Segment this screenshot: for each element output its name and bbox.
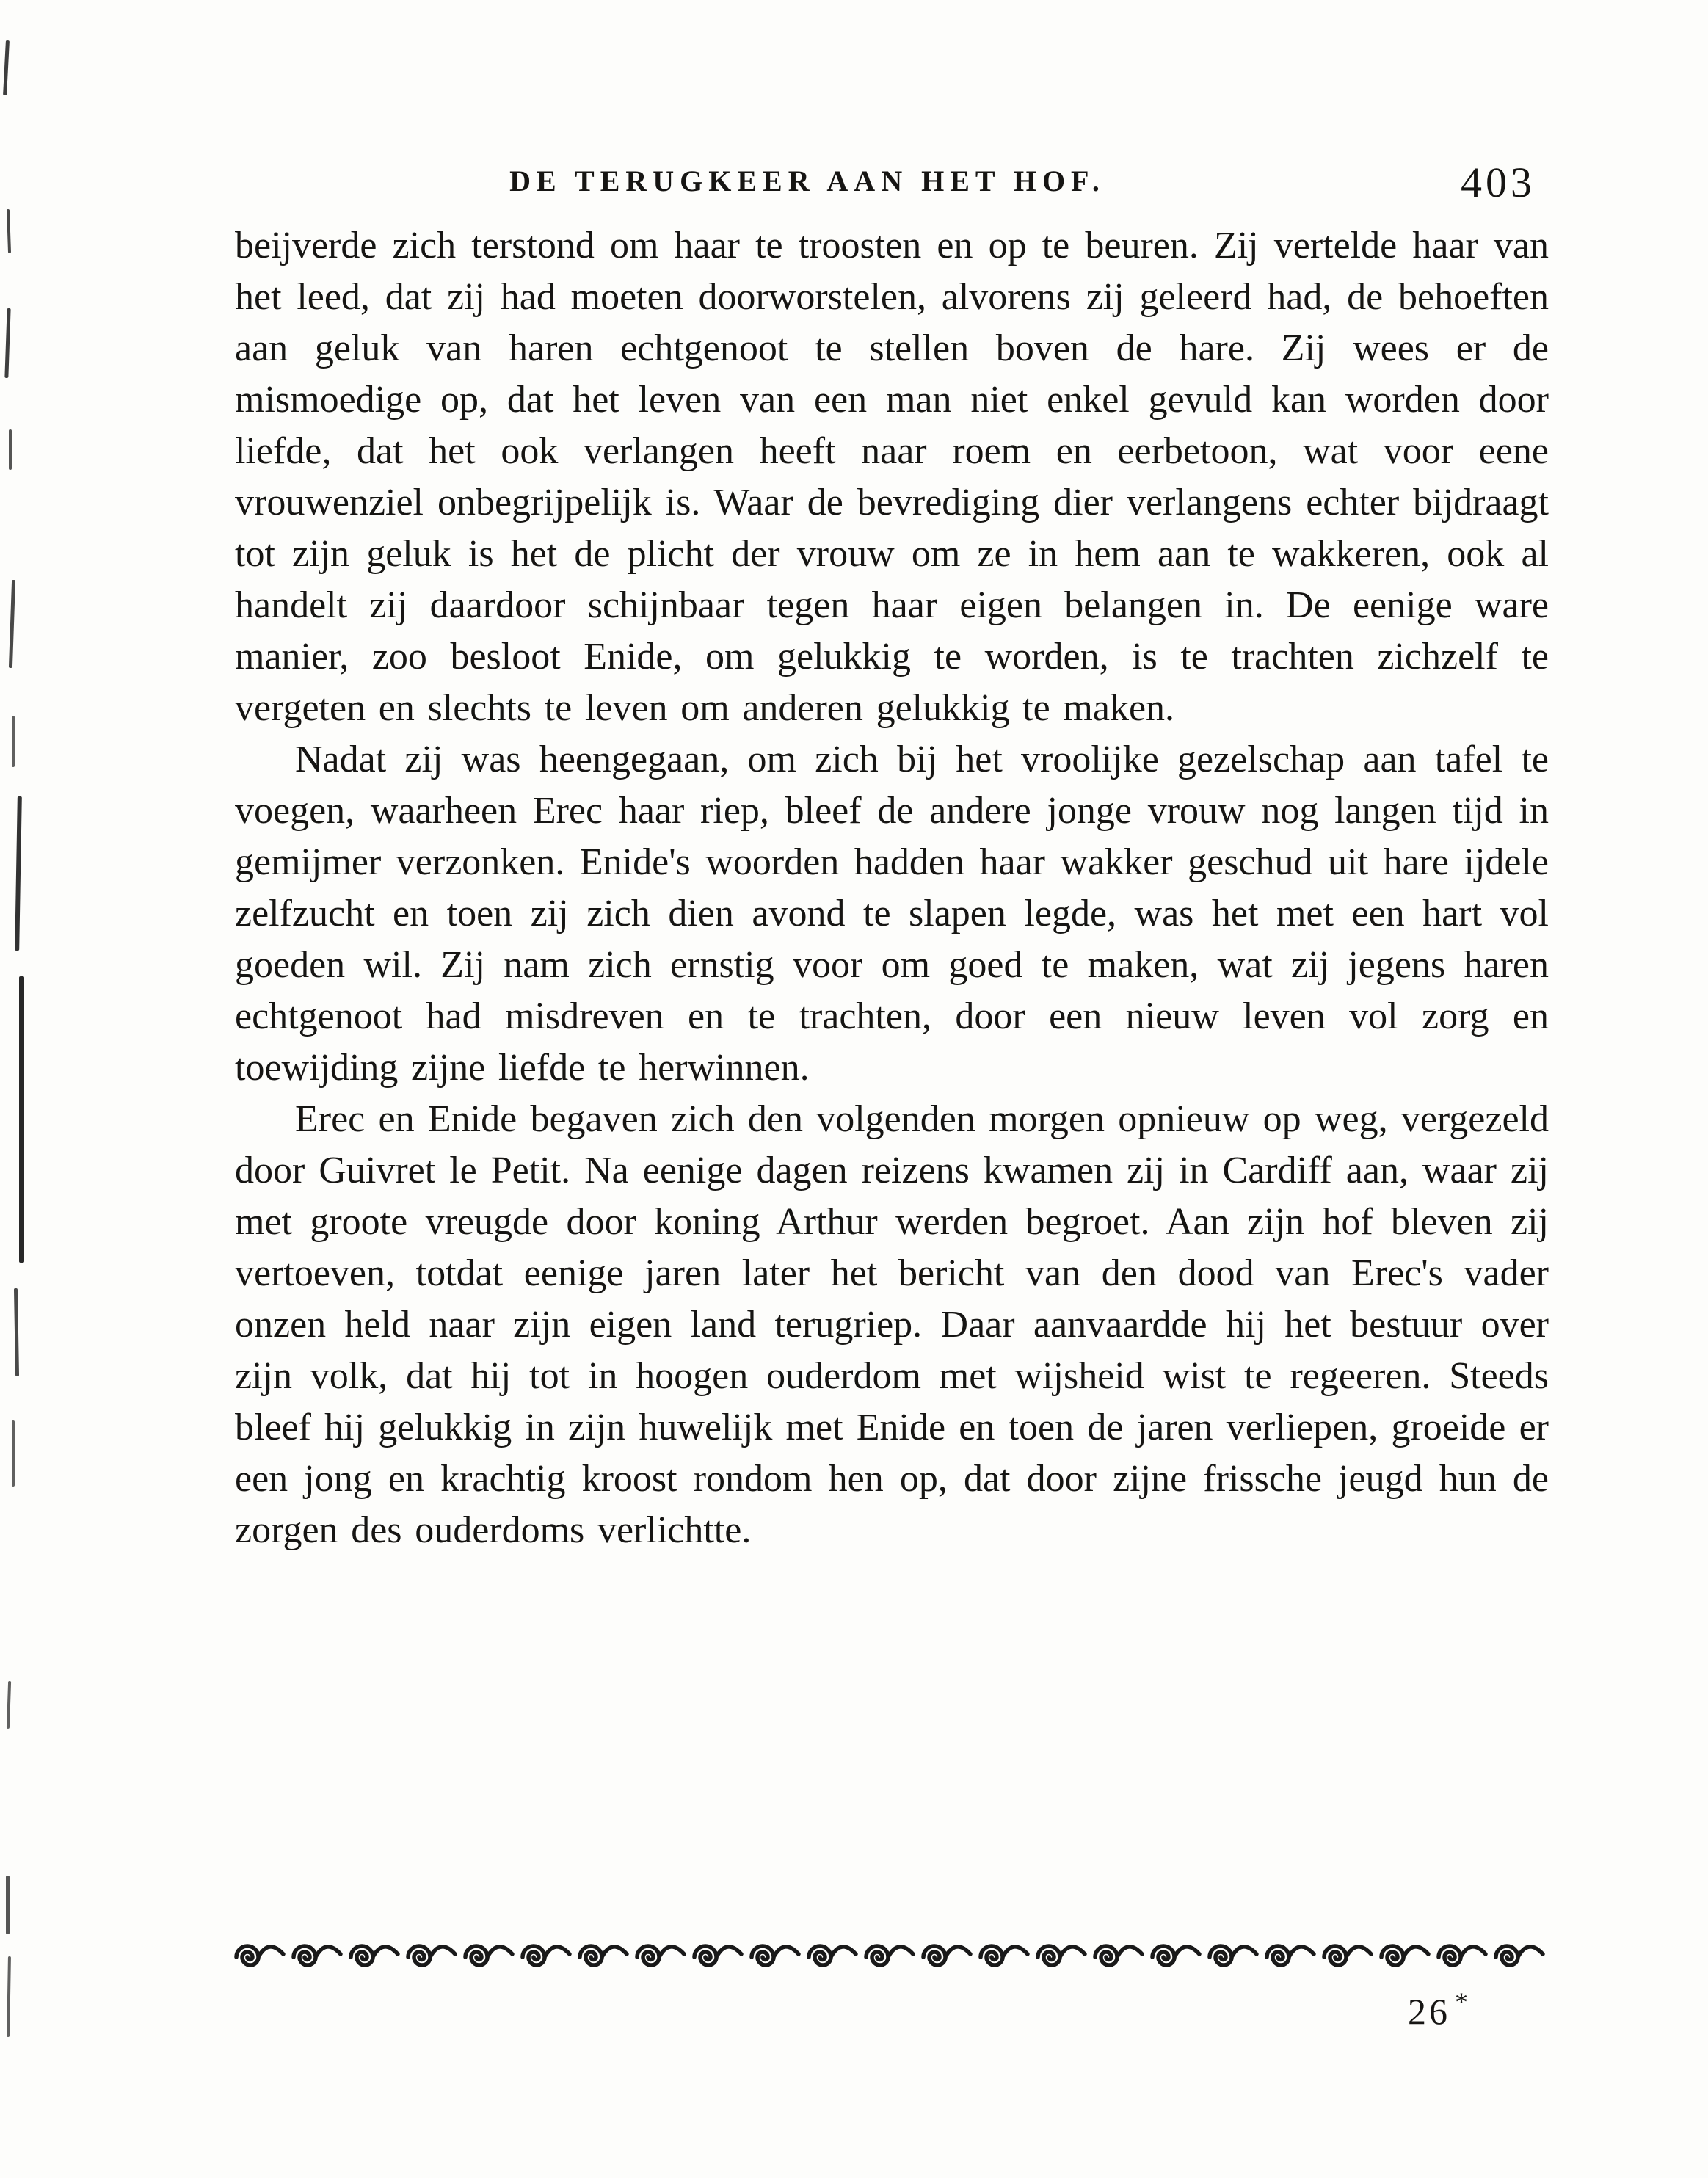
scan-artifact-mark [4,308,10,378]
scan-artifact-mark [19,976,24,1263]
paragraph-2: Nadat zij was heengegaan, om zich bij het vroolijke gezelschap aan tafel te voegen, waarheen Erec haar riep, bleef de andere jonge vrouw nog langen tijd in gemijmer verzonken. Enide's woorden hadden haar wakker geschud uit hare ijdele zelfzucht en toen zij zich dien avond te slapen legde, was het met een hart vol goeden wil. Zij nam zich ernstig voor om goed te maken, wat zij jegens haren echtgenoot had misdreven en te trachten, door een nieuw leven vol zorg en toewijding zijne liefde te herwinnen. [235,738,1549,1089]
body-text-block [235,220,1549,1556]
scan-artifact-mark [3,40,10,95]
scan-artifact-mark [7,1681,11,1729]
scan-artifact-mark [7,1956,11,2037]
running-title: DE TERUGKEER AAN HET HOF. [509,164,1105,197]
signature-number: 26 [1408,1991,1450,2032]
scan-artifact-mark [14,1288,19,1376]
scan-artifact-mark [15,796,22,951]
scan-artifact-mark [12,716,15,767]
paragraph-3: Erec en Enide begaven zich den volgenden morgen opnieuw op weg, vergezeld door Guivret le Petit. Na eenige dagen reizens kwamen zij in Cardiff aan, waar zij met groote vreugde door koning Arthur werden begroet. Aan zijn hof bleven zij vertoeven, totdat eenige jaren later het bericht van den dood van Erec's vader onzen held naar zijn eigen land terugriep. Daar aanvaardde hij het bestuur over zijn volk, dat hij tot in hoogen ouderdom met wijsheid wist te regeeren. Steeds bleef hij gelukkig in zijn huwelijk met Enide en toen de jaren verliepen, groeide er een jong en krachtig kroost rondom hen op, dat door zijne frissche jeugd hun de zorgen des ouderdoms verlichtte. [235,1098,1549,1551]
scroll-ornament-divider-icon [233,1936,1550,1975]
page-number: 403 [1461,159,1536,206]
paragraph-1: beijverde zich terstond om haar te troosten en op te beuren. Zij vertelde haar van het leed, dat zij had moeten doorworstelen, alvorens zij geleerd had, de behoeften aan geluk van haren echtgenoot te stellen boven de hare. Zij wees er de mismoedige op, dat het leven van een man niet enkel gevuld kan worden door liefde, dat het ook verlangen heeft naar roem en eerbetoon, wat voor eene vrouwenziel onbegrijpelijk is. Waar de bevrediging dier verlangens echter bijdraagt tot zijn geluk is het de plicht der vrouw om ze in hem aan te wakkeren, ook al handelt zij daardoor schijnbaar tegen haar eigen belangen in. De eenige ware manier, zoo besloot Enide, om gelukkig te worden, is te trachten zichzelf te vergeten en slechts te leven om anderen gelukkig te maken. [235,225,1549,729]
signature-asterisk: * [1455,1987,1471,2017]
scan-artifact-mark [9,429,12,470]
scan-artifact-mark [12,1420,15,1487]
printer-signature [1408,1986,1471,2033]
scan-artifact-mark [6,1876,10,1934]
scan-artifact-mark [7,209,11,253]
scan-artifact-mark [9,580,15,668]
